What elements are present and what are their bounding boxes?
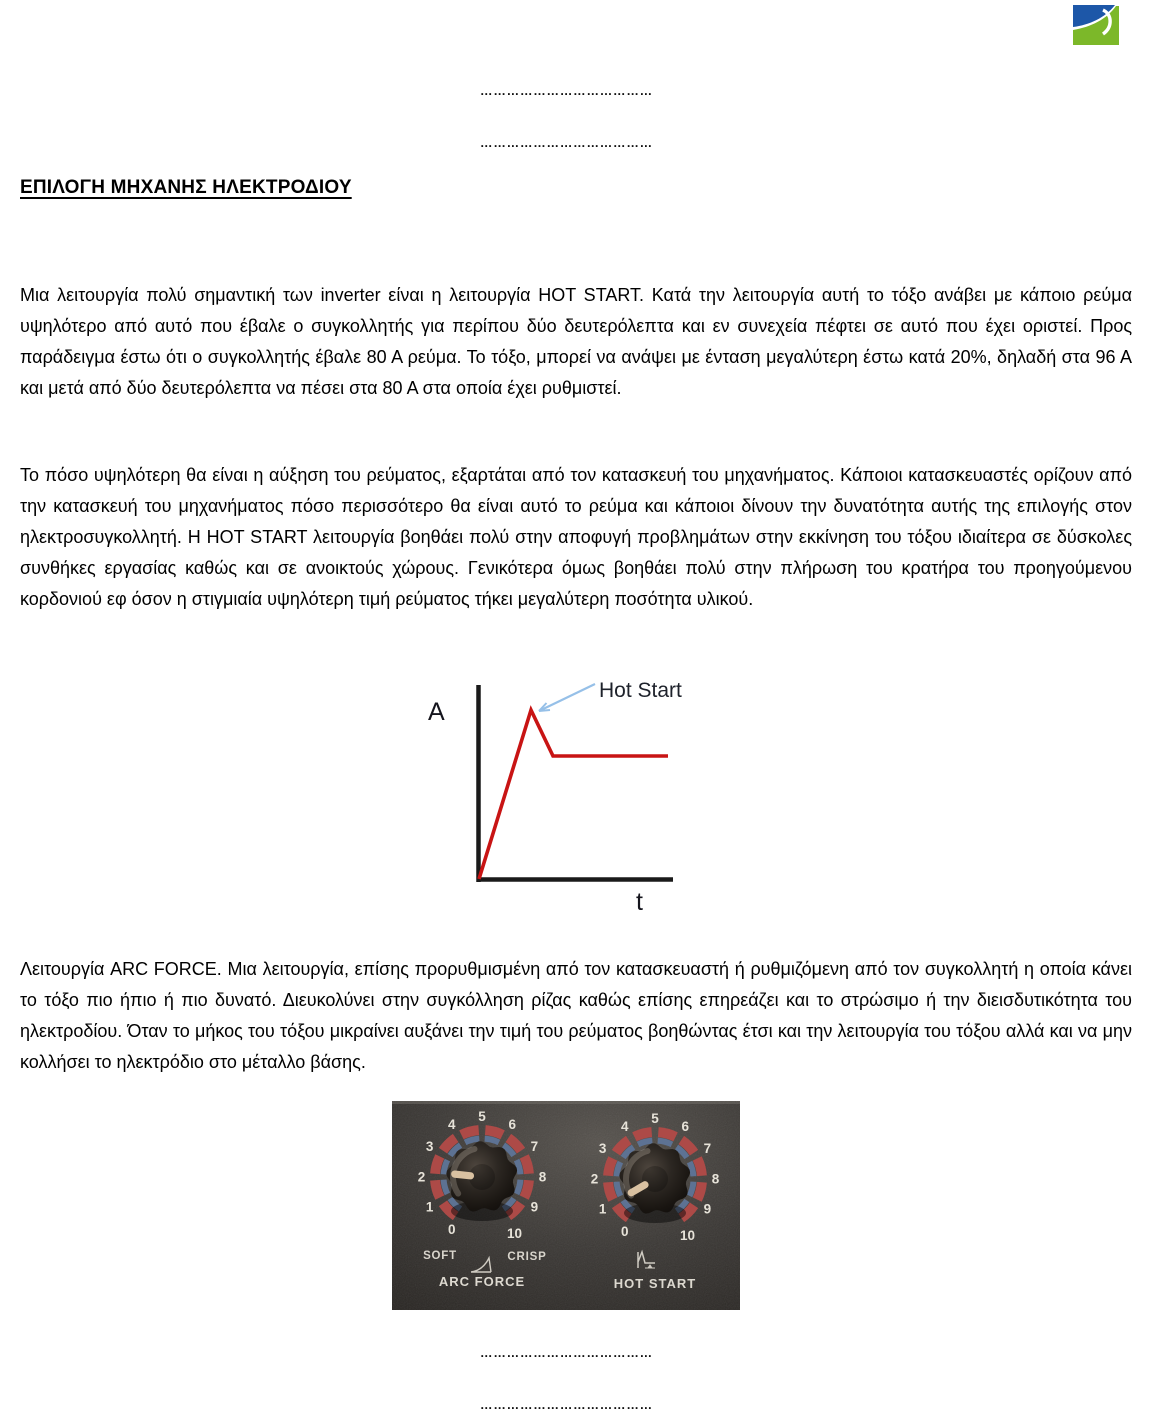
paragraph-current-increase: Το πόσο υψηλότερη θα είναι η αύξηση του ρεύματος, εξαρτάται από τον κατασκευή του μηχανήματος. Κάποιοι κατασκευαστές ορίζουν από την κατασκευή του μηχανήματος πόσο περισσότερο θα είναι αυτό το ρεύμα και κάποιοι δίνουν την δυνατότητα αυτής της επιλογής στον ηλεκτροσυγκολλητή. Η HOT START λειτουργία βοηθάει πολύ στην αποφυγή προβλημάτων στην εκκίνηση του τόξου ιδιαίτερα σε δύσκολες συνθήκες εργασίας καθώς και σε ανοικτούς χώρους. Γενικότερα όμως βοηθάει πολύ στην πλήρωση του κρατήρα του προηγούμενου κορδονιού εφ όσον η στιγμιαία υψηλότερη τιμή ρεύματος τήκει μεγαλύτερη ποσότητα υλικού. [20, 465, 1132, 609]
dial-number: 10 [506, 1225, 523, 1241]
paragraph-hot-start: Μια λειτουργία πολύ σημαντική των inverter είναι η λειτουργία HOT START. Κατά την λειτουργία αυτή το τόξο ανάβει με κάποιο ρεύμα υψηλότερο από αυτό που έβαλε ο συγκολλητής για περίπου δύο δευτερόλεπτα και εν συνεχεία πέφτει σε αυτό που έχει οριστεί. Προς παράδειγμα έστω ότι ο συγκολλητής έβαλε 80 Α ρεύμα. Το τόξο, μπορεί να ανάψει με ένταση μεγαλύτερη έστω κατά 20%, δηλαδή στα 96 Α και μετά από δύο δευτερόλεπτα να πέσει στα 80 Α στα οποία έχει ρυθμιστεί. [20, 285, 1132, 398]
dial-blue-segment [617, 1182, 621, 1196]
dotted-separator: ………………………………… [480, 84, 653, 98]
dial-red-segment [435, 1156, 440, 1173]
dial-number: 2 [417, 1169, 426, 1185]
dial-number: 5 [651, 1111, 659, 1126]
dial-number: 1 [598, 1201, 607, 1217]
dial-number: 4 [448, 1117, 456, 1133]
x-axis-label: t [636, 888, 643, 916]
dial-blue-segment [485, 1139, 499, 1143]
current-curve [479, 710, 668, 879]
dial-number: 6 [508, 1117, 517, 1133]
dial-red-segment [524, 1180, 529, 1197]
dotted-separator: ………………………………… [480, 1346, 653, 1360]
dial-red-segment [697, 1158, 702, 1175]
dial-blue-segment [690, 1182, 694, 1196]
control-panel-photo [392, 1101, 740, 1310]
dial-blue-segment [517, 1160, 521, 1174]
knob-label: HOT START [613, 1276, 697, 1291]
dial-red-segment [697, 1182, 702, 1199]
dial-blue-segment [465, 1139, 479, 1143]
dial-red-segment [608, 1182, 613, 1199]
label-soft: SOFT [423, 1250, 457, 1262]
dial-red-segment [608, 1158, 613, 1175]
knob-label: ARC FORCE [438, 1274, 526, 1289]
company-logo-graphic [1072, 5, 1120, 45]
dial-number: 9 [530, 1199, 539, 1215]
dial-number: 4 [621, 1119, 629, 1135]
paragraph-arc-force: Λειτουργία ARC FORCE. Μια λειτουργία, επίσης προρυθμισμένη από τον κατασκευαστή ή ρυθμιζόμενη από τον συγκολλητή η οποία κάνει το τόξο πιο ήπιο ή πιο δυνατό. Διευκολύνει στην συγκόλληση ρίζας καθώς επίσης επηρεάζει και το στρώσιμο ή την διεισδυτικότητα του ηλεκτροδίου. Όταν το μήκος του τόξου μικραίνει αυξάνει την τιμή του ρεύματος βοηθώντας έτσι και την λειτουργία του τόξου αλλά και να μην κολλήσει το ηλεκτρόδιο στο μέταλλο βάσης. [20, 959, 1132, 1072]
dial-blue-segment [638, 1141, 652, 1145]
dial-red-segment [435, 1180, 440, 1197]
dial-red-segment [485, 1130, 502, 1135]
dotted-separator: ………………………………… [480, 1398, 653, 1412]
dial-red-segment [658, 1132, 675, 1137]
dial-number: 6 [681, 1119, 690, 1135]
dial-red-segment [524, 1156, 529, 1173]
label-crisp: CRISP [507, 1251, 547, 1263]
y-axis-label: A [428, 698, 445, 726]
dial-number: 8 [538, 1169, 547, 1185]
dial-number: 7 [530, 1139, 539, 1155]
dial-red-segment [634, 1132, 651, 1137]
dotted-separator: ………………………………… [480, 136, 653, 150]
page-title: ΕΠΙΛΟΓΗ ΜΗΧΑΝΗΣ ΗΛΕΚΤΡΟΔΙΟΥ [20, 177, 352, 198]
dial-red-segment [461, 1130, 478, 1135]
dial-number: 5 [478, 1109, 486, 1124]
annotation-arrow [539, 684, 595, 711]
dial-blue-segment [690, 1162, 694, 1176]
annotation-hot-start: Hot Start [599, 679, 682, 702]
dial-number: 0 [448, 1221, 456, 1237]
dial-number: 8 [711, 1171, 720, 1187]
dial-number: 3 [425, 1139, 434, 1155]
dial-number: 1 [425, 1199, 434, 1215]
dial-blue-segment [444, 1180, 448, 1194]
control-panel-graphic [392, 1101, 740, 1310]
dial-number: 3 [598, 1141, 607, 1157]
company-logo [1072, 5, 1120, 45]
dial-number: 2 [590, 1171, 599, 1187]
dial-number: 7 [703, 1141, 712, 1157]
hot-start-chart-figure [415, 670, 715, 920]
hot-start-chart [415, 670, 715, 920]
dial-blue-segment [658, 1141, 672, 1145]
dial-number: 10 [679, 1227, 696, 1243]
dial-number: 9 [703, 1201, 712, 1217]
dial-blue-segment [517, 1180, 521, 1194]
dial-number: 0 [621, 1223, 629, 1239]
